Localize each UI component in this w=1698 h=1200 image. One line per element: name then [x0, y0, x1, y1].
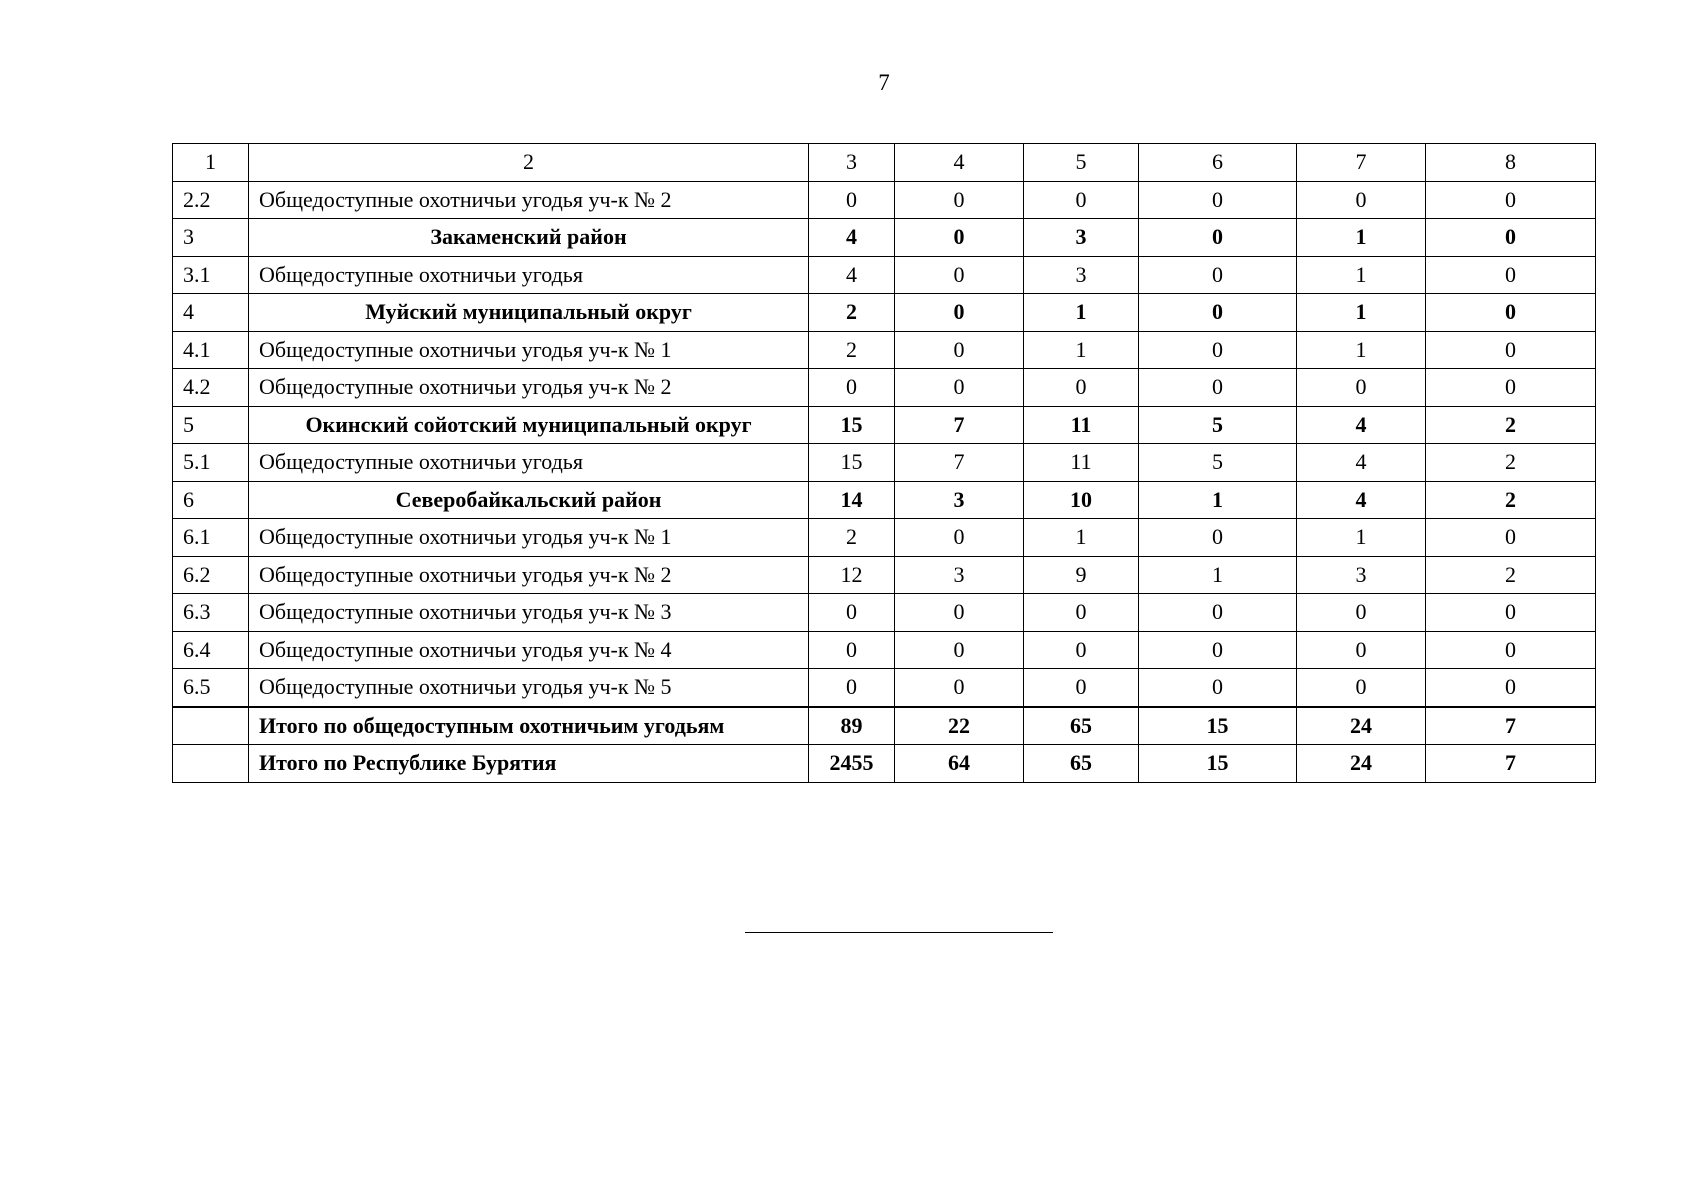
value-cell-col-8: 0	[1426, 256, 1596, 294]
value-cell-col-3: 2	[809, 331, 895, 369]
value-cell-col-4: 0	[895, 369, 1024, 407]
value-cell-col-6: 0	[1139, 181, 1297, 219]
row-name-cell: Общедоступные охотничьи угодья уч-к № 3	[249, 594, 809, 632]
value-cell-col-6: 0	[1139, 256, 1297, 294]
value-cell-col-5: 11	[1024, 444, 1139, 482]
value-cell-col-7: 1	[1297, 331, 1426, 369]
value-cell-col-4: 0	[895, 294, 1024, 332]
value-cell-col-6: 15	[1139, 707, 1297, 745]
value-cell-col-8: 0	[1426, 669, 1596, 707]
value-cell-col-6: 0	[1139, 219, 1297, 257]
table-row	[173, 256, 1596, 294]
value-cell-col-7: 24	[1297, 745, 1426, 783]
value-cell-col-5: 9	[1024, 556, 1139, 594]
row-name-cell: Общедоступные охотничьи угодья уч-к № 2	[249, 556, 809, 594]
value-cell-col-4: 0	[895, 331, 1024, 369]
row-name-cell: Общедоступные охотничьи угодья	[249, 256, 809, 294]
value-cell-col-3: 14	[809, 481, 895, 519]
value-cell-col-3: 0	[809, 631, 895, 669]
value-cell-col-3: 0	[809, 594, 895, 632]
value-cell-col-4: 3	[895, 556, 1024, 594]
header-cell: 2	[249, 144, 809, 182]
value-cell-col-6: 5	[1139, 406, 1297, 444]
table-row	[173, 556, 1596, 594]
value-cell-col-8: 0	[1426, 594, 1596, 632]
value-cell-col-3: 4	[809, 256, 895, 294]
value-cell-col-6: 1	[1139, 556, 1297, 594]
value-cell-col-8: 0	[1426, 631, 1596, 669]
row-name-cell: Общедоступные охотничьи угодья уч-к № 1	[249, 331, 809, 369]
total-row	[173, 745, 1596, 783]
value-cell-col-8: 0	[1426, 331, 1596, 369]
table-header-row	[173, 144, 1596, 182]
value-cell-col-3: 89	[809, 707, 895, 745]
row-number-cell	[173, 745, 249, 783]
header-cell: 4	[895, 144, 1024, 182]
value-cell-col-5: 65	[1024, 745, 1139, 783]
value-cell-col-7: 4	[1297, 406, 1426, 444]
value-cell-col-5: 0	[1024, 631, 1139, 669]
value-cell-col-8: 2	[1426, 556, 1596, 594]
table-row	[173, 369, 1596, 407]
value-cell-col-4: 7	[895, 406, 1024, 444]
table-row	[173, 181, 1596, 219]
row-number-cell: 6	[173, 481, 249, 519]
row-number-cell	[173, 707, 249, 745]
value-cell-col-7: 0	[1297, 369, 1426, 407]
value-cell-col-5: 65	[1024, 707, 1139, 745]
table-row	[173, 594, 1596, 632]
value-cell-col-3: 12	[809, 556, 895, 594]
row-name-cell: Общедоступные охотничьи угодья уч-к № 4	[249, 631, 809, 669]
value-cell-col-5: 0	[1024, 669, 1139, 707]
value-cell-col-4: 0	[895, 669, 1024, 707]
value-cell-col-3: 2455	[809, 745, 895, 783]
row-number-cell: 5	[173, 406, 249, 444]
value-cell-col-3: 15	[809, 406, 895, 444]
header-cell: 1	[173, 144, 249, 182]
row-name-cell: Итого по Республике Бурятия	[249, 745, 809, 783]
row-number-cell: 4.1	[173, 331, 249, 369]
value-cell-col-7: 3	[1297, 556, 1426, 594]
value-cell-col-7: 1	[1297, 219, 1426, 257]
district-row	[173, 294, 1596, 332]
value-cell-col-4: 64	[895, 745, 1024, 783]
value-cell-col-5: 3	[1024, 256, 1139, 294]
value-cell-col-4: 22	[895, 707, 1024, 745]
value-cell-col-8: 7	[1426, 707, 1596, 745]
row-number-cell: 6.2	[173, 556, 249, 594]
district-row	[173, 406, 1596, 444]
row-name-cell: Итого по общедоступным охотничьим угодьям	[249, 707, 809, 745]
value-cell-col-3: 2	[809, 519, 895, 557]
value-cell-col-5: 1	[1024, 519, 1139, 557]
value-cell-col-7: 1	[1297, 519, 1426, 557]
value-cell-col-7: 24	[1297, 707, 1426, 745]
row-name-cell: Общедоступные охотничьи угодья уч-к № 5	[249, 669, 809, 707]
value-cell-col-8: 0	[1426, 369, 1596, 407]
data-table	[172, 143, 1596, 783]
value-cell-col-4: 0	[895, 256, 1024, 294]
row-number-cell: 4.2	[173, 369, 249, 407]
value-cell-col-6: 0	[1139, 631, 1297, 669]
district-row	[173, 481, 1596, 519]
value-cell-col-5: 1	[1024, 331, 1139, 369]
district-row	[173, 219, 1596, 257]
total-row	[173, 707, 1596, 745]
table-row	[173, 631, 1596, 669]
value-cell-col-3: 2	[809, 294, 895, 332]
row-name-cell: Окинский сойотский муниципальный округ	[249, 406, 809, 444]
value-cell-col-8: 2	[1426, 406, 1596, 444]
value-cell-col-3: 4	[809, 219, 895, 257]
value-cell-col-6: 5	[1139, 444, 1297, 482]
header-cell: 7	[1297, 144, 1426, 182]
value-cell-col-5: 0	[1024, 369, 1139, 407]
row-number-cell: 3	[173, 219, 249, 257]
value-cell-col-7: 4	[1297, 444, 1426, 482]
header-cell: 3	[809, 144, 895, 182]
value-cell-col-3: 0	[809, 669, 895, 707]
table-row	[173, 519, 1596, 557]
header-cell: 5	[1024, 144, 1139, 182]
value-cell-col-8: 2	[1426, 481, 1596, 519]
value-cell-col-5: 3	[1024, 219, 1139, 257]
value-cell-col-7: 0	[1297, 594, 1426, 632]
value-cell-col-3: 15	[809, 444, 895, 482]
value-cell-col-6: 0	[1139, 331, 1297, 369]
row-number-cell: 6.4	[173, 631, 249, 669]
value-cell-col-6: 0	[1139, 294, 1297, 332]
value-cell-col-8: 0	[1426, 219, 1596, 257]
row-number-cell: 4	[173, 294, 249, 332]
table-row	[173, 331, 1596, 369]
row-name-cell: Закаменский район	[249, 219, 809, 257]
value-cell-col-7: 0	[1297, 669, 1426, 707]
value-cell-col-4: 0	[895, 519, 1024, 557]
value-cell-col-7: 1	[1297, 256, 1426, 294]
value-cell-col-7: 0	[1297, 181, 1426, 219]
row-name-cell: Северобайкальский район	[249, 481, 809, 519]
row-name-cell: Общедоступные охотничьи угодья уч-к № 2	[249, 181, 809, 219]
table-row	[173, 444, 1596, 482]
table-row	[173, 669, 1596, 707]
value-cell-col-7: 4	[1297, 481, 1426, 519]
row-number-cell: 3.1	[173, 256, 249, 294]
row-number-cell: 6.1	[173, 519, 249, 557]
row-name-cell: Общедоступные охотничьи угодья уч-к № 2	[249, 369, 809, 407]
value-cell-col-4: 3	[895, 481, 1024, 519]
end-of-document-line	[745, 932, 1053, 933]
value-cell-col-8: 0	[1426, 294, 1596, 332]
value-cell-col-5: 11	[1024, 406, 1139, 444]
value-cell-col-6: 0	[1139, 519, 1297, 557]
value-cell-col-4: 0	[895, 181, 1024, 219]
row-number-cell: 6.3	[173, 594, 249, 632]
value-cell-col-4: 0	[895, 594, 1024, 632]
row-number-cell: 6.5	[173, 669, 249, 707]
value-cell-col-8: 2	[1426, 444, 1596, 482]
value-cell-col-7: 1	[1297, 294, 1426, 332]
value-cell-col-6: 0	[1139, 669, 1297, 707]
row-number-cell: 2.2	[173, 181, 249, 219]
value-cell-col-6: 0	[1139, 369, 1297, 407]
value-cell-col-4: 0	[895, 631, 1024, 669]
value-cell-col-4: 0	[895, 219, 1024, 257]
row-number-cell: 5.1	[173, 444, 249, 482]
value-cell-col-8: 7	[1426, 745, 1596, 783]
value-cell-col-6: 1	[1139, 481, 1297, 519]
row-name-cell: Муйский муниципальный округ	[249, 294, 809, 332]
value-cell-col-8: 0	[1426, 519, 1596, 557]
row-name-cell: Общедоступные охотничьи угодья	[249, 444, 809, 482]
value-cell-col-6: 15	[1139, 745, 1297, 783]
value-cell-col-7: 0	[1297, 631, 1426, 669]
value-cell-col-5: 0	[1024, 181, 1139, 219]
value-cell-col-5: 10	[1024, 481, 1139, 519]
table-body	[173, 144, 1596, 783]
header-cell: 8	[1426, 144, 1596, 182]
header-cell: 6	[1139, 144, 1297, 182]
row-name-cell: Общедоступные охотничьи угодья уч-к № 1	[249, 519, 809, 557]
value-cell-col-6: 0	[1139, 594, 1297, 632]
value-cell-col-3: 0	[809, 181, 895, 219]
value-cell-col-8: 0	[1426, 181, 1596, 219]
value-cell-col-5: 0	[1024, 594, 1139, 632]
value-cell-col-5: 1	[1024, 294, 1139, 332]
value-cell-col-4: 7	[895, 444, 1024, 482]
value-cell-col-3: 0	[809, 369, 895, 407]
page-number: 7	[878, 70, 890, 95]
